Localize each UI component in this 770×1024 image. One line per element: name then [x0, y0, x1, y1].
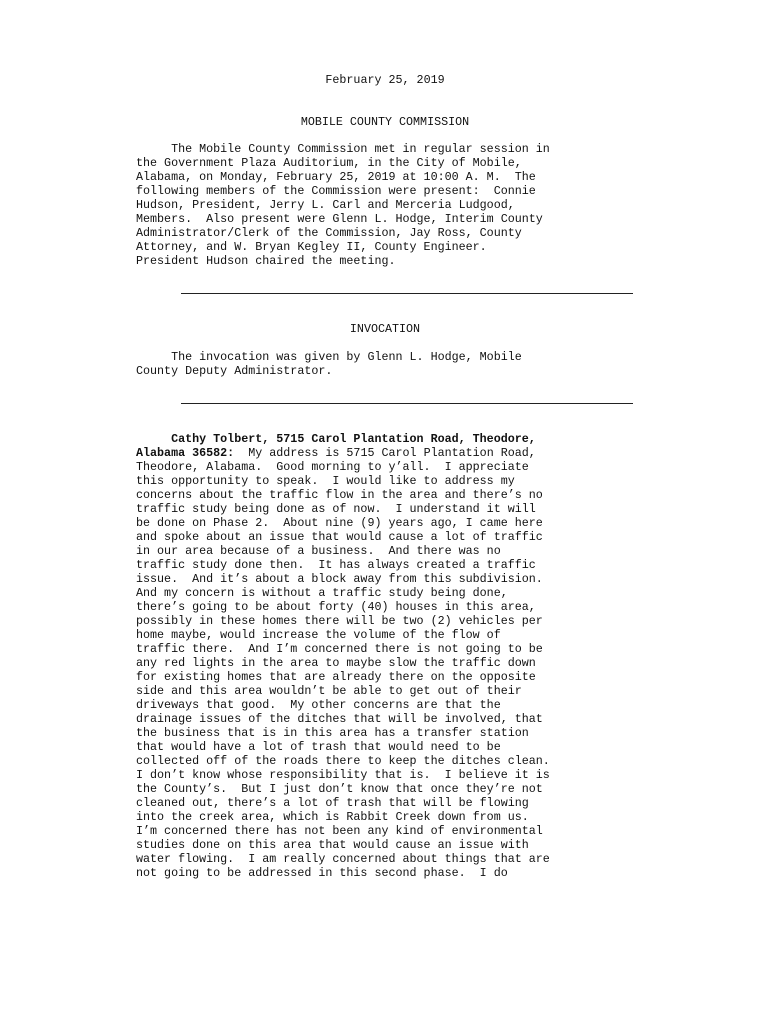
opening-line: The Mobile County Commission met in regular session in	[136, 142, 550, 156]
speaker-line: And my concern is without a traffic study being done,	[136, 586, 508, 600]
opening-line: Members. Also present were Glenn L. Hodge, Interim County	[136, 212, 543, 226]
speaker-line: cleaned out, there’s a lot of trash that will be flowing	[136, 796, 529, 810]
speaker-line: drainage issues of the ditches that will be involved, that	[136, 712, 543, 726]
speaker-line: the County’s. But I just don’t know that once they’re not	[136, 782, 543, 796]
speaker-line: there’s going to be about forty (40) houses in this area,	[136, 600, 536, 614]
opening-line: the Government Plaza Auditorium, in the City of Mobile,	[136, 156, 522, 170]
speaker-line: I’m concerned there has not been any kind of environmental	[136, 824, 543, 838]
speaker-line: driveways that good. My other concerns are that the	[136, 698, 501, 712]
speaker-line	[136, 446, 536, 460]
invocation-heading: INVOCATION	[349, 322, 421, 336]
speaker-line: any red lights in the area to maybe slow the traffic down	[136, 656, 536, 670]
section-divider	[181, 293, 633, 294]
speaker-line: studies done on this area that would cause an issue with	[136, 838, 529, 852]
opening-line: Alabama, on Monday, February 25, 2019 at 10:00 A. M. The	[136, 170, 536, 184]
speaker-line: side and this area wouldn’t be able to get out of their	[136, 684, 522, 698]
speaker-line: traffic there. And I’m concerned there is not going to be	[136, 642, 543, 656]
speaker-line: for existing homes that are already there on the opposite	[136, 670, 536, 684]
opening-line: President Hudson chaired the meeting.	[136, 254, 396, 268]
speaker-line: traffic study being done as of now. I understand it will	[136, 502, 536, 516]
speaker-line: the business that is in this area has a transfer station	[136, 726, 529, 740]
speaker-line: this opportunity to speak. I would like to address my	[136, 474, 515, 488]
speaker-line: traffic study done then. It has always created a traffic	[136, 558, 536, 572]
meeting-date: February 25, 2019	[325, 73, 445, 87]
speaker-line: water flowing. I am really concerned about things that are	[136, 852, 550, 866]
speaker-address: Alabama 36582:	[136, 446, 235, 460]
speaker-line: not going to be addressed in this second phase. I do	[136, 866, 508, 880]
section-divider	[181, 403, 633, 404]
opening-line: Administrator/Clerk of the Commission, Jay Ross, County	[136, 226, 522, 240]
invocation-line: The invocation was given by Glenn L. Hodge, Mobile	[136, 350, 522, 364]
speaker-line: possibly in these homes there will be two (2) vehicles per	[136, 614, 543, 628]
speaker-line: Theodore, Alabama. Good morning to y’all. I appreciate	[136, 460, 529, 474]
speaker-line: in our area because of a business. And there was no	[136, 544, 501, 558]
speaker-line: and spoke about an issue that would cause a lot of traffic	[136, 530, 543, 544]
speaker-name: Cathy Tolbert, 5715 Carol Plantation Road, Theodore,	[136, 432, 536, 446]
opening-line: Hudson, President, Jerry L. Carl and Merceria Ludgood,	[136, 198, 515, 212]
speaker-line: home maybe, would increase the volume of the flow of	[136, 628, 501, 642]
speaker-line: into the creek area, which is Rabbit Creek down from us.	[136, 810, 529, 824]
speaker-line: I don’t know whose responsibility that is. I believe it is	[136, 768, 550, 782]
speaker-line: be done on Phase 2. About nine (9) years ago, I came here	[136, 516, 543, 530]
speaker-text: My address is 5715 Carol Plantation Road,	[234, 446, 536, 460]
speaker-line: concerns about the traffic flow in the area and there’s no	[136, 488, 543, 502]
commission-title: MOBILE COUNTY COMMISSION	[300, 115, 470, 129]
speaker-line: collected off of the roads there to keep the ditches clean.	[136, 754, 550, 768]
speaker-line: issue. And it’s about a block away from this subdivision.	[136, 572, 543, 586]
speaker-line: that would have a lot of trash that would need to be	[136, 740, 501, 754]
invocation-line: County Deputy Administrator.	[136, 364, 333, 378]
opening-line: Attorney, and W. Bryan Kegley II, County Engineer.	[136, 240, 487, 254]
opening-line: following members of the Commission were present: Connie	[136, 184, 536, 198]
